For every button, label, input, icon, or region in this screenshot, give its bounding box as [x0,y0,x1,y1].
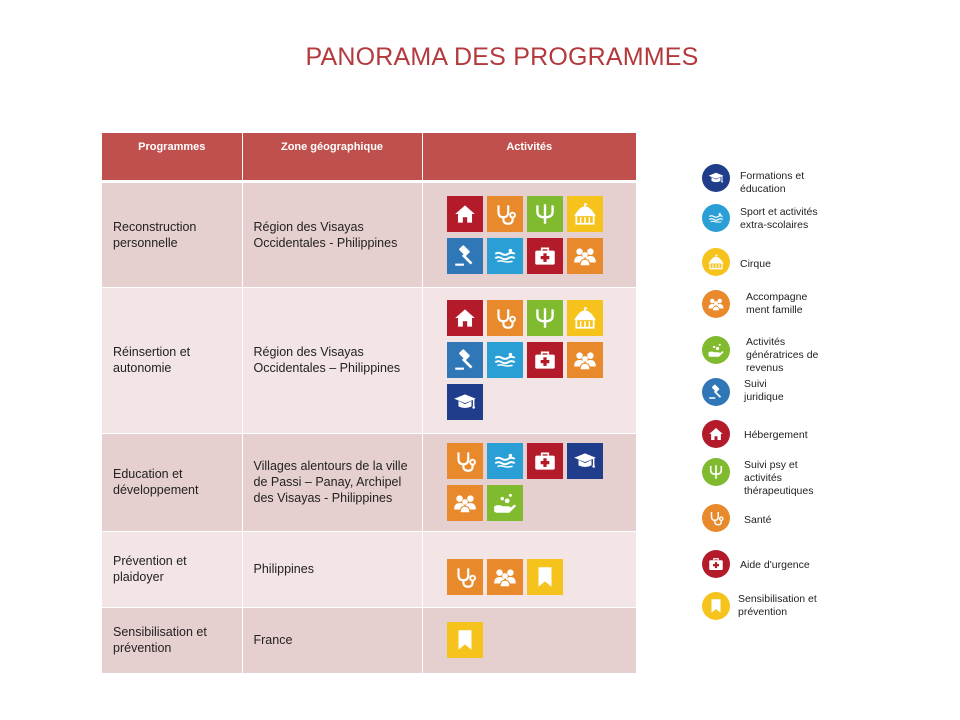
page-title: PANORAMA DES PROGRAMMES [305,43,699,71]
legend-label: Suivi juridique [744,378,784,403]
sensibilisation-icon [702,592,730,620]
cirque-icon [567,300,603,336]
header-activites: Activités [422,133,636,181]
formations-education-icon [702,164,730,192]
sante-icon [487,300,523,336]
accompagnement-famille-icon [567,342,603,378]
zone-geographique: Région des Visayas Occidentales – Philippines [242,287,422,433]
suivi-juridique-icon [447,342,483,378]
aide-urgence-icon [527,238,563,274]
suivi-psy-icon [527,196,563,232]
activites-generatrices-icon [487,485,523,521]
aide-urgence-icon [702,550,730,578]
activities-icons [447,622,637,658]
hebergement-icon [447,196,483,232]
legend-label: Accompagne ment famille [746,291,808,316]
hebergement-icon [447,300,483,336]
table-row [102,433,636,531]
sante-icon [702,504,730,532]
legend-label: Santé [744,514,772,526]
formations-education-icon [447,384,483,420]
cirque-icon [702,248,730,276]
programme-name: Sensibilisation et prévention [102,607,242,673]
table-row [102,531,636,607]
suivi-psy-icon [527,300,563,336]
legend-label: Suivi psy et activités thérapeutiques [744,459,814,497]
zone-geographique: Philippines [242,531,422,607]
table-row [102,607,636,673]
activities-icons [447,300,637,420]
programme-name: Reconstruction personnelle [102,181,242,287]
sante-icon [487,196,523,232]
legend-label: Activités génératrices de revenus [746,336,819,374]
legend-label: Formations et éducation [740,170,805,195]
aide-urgence-icon [527,443,563,479]
header-programmes: Programmes [102,133,242,181]
legend-label: Hébergement [744,429,808,441]
activities-icons [447,559,637,595]
activities-cell [422,607,636,673]
formations-education-icon [567,443,603,479]
activities-cell [422,181,636,287]
zone-geographique: Région des Visayas Occidentales - Philippines [242,181,422,287]
accompagnement-famille-icon [702,290,730,318]
cirque-icon [567,196,603,232]
zone-geographique: France [242,607,422,673]
suivi-psy-icon [702,458,730,486]
legend-label: Cirque [740,258,771,270]
accompagnement-famille-icon [567,238,603,274]
programme-name: Réinsertion et autonomie [102,287,242,433]
header-zone: Zone géographique [242,133,422,181]
suivi-juridique-icon [447,238,483,274]
aide-urgence-icon [527,342,563,378]
activities-cell [422,531,636,607]
sante-icon [447,443,483,479]
sante-icon [447,559,483,595]
activities-cell [422,287,636,433]
sensibilisation-icon [527,559,563,595]
sport-icon [487,443,523,479]
activites-generatrices-icon [702,336,730,364]
sport-icon [487,342,523,378]
sensibilisation-icon [447,622,483,658]
accompagnement-famille-icon [447,485,483,521]
legend-label: Sport et activités extra-scolaires [740,206,818,231]
table-row [102,287,636,433]
programmes-table [102,133,636,674]
table-header-row [102,133,636,181]
legend-label: Sensibilisation et prévention [738,593,817,618]
legend-label: Aide d'urgence [740,559,810,571]
activities-icons [447,196,637,274]
programme-name: Prévention et plaidoyer [102,531,242,607]
activities-icons [447,443,637,521]
accompagnement-famille-icon [487,559,523,595]
table-row [102,181,636,287]
activities-cell [422,433,636,531]
zone-geographique: Villages alentours de la ville de Passi – Panay, Archipel des Visayas - Philippines [242,433,422,531]
programme-name: Education et développement [102,433,242,531]
legend [702,0,952,720]
sport-icon [487,238,523,274]
hebergement-icon [702,420,730,448]
sport-icon [702,204,730,232]
suivi-juridique-icon [702,378,730,406]
